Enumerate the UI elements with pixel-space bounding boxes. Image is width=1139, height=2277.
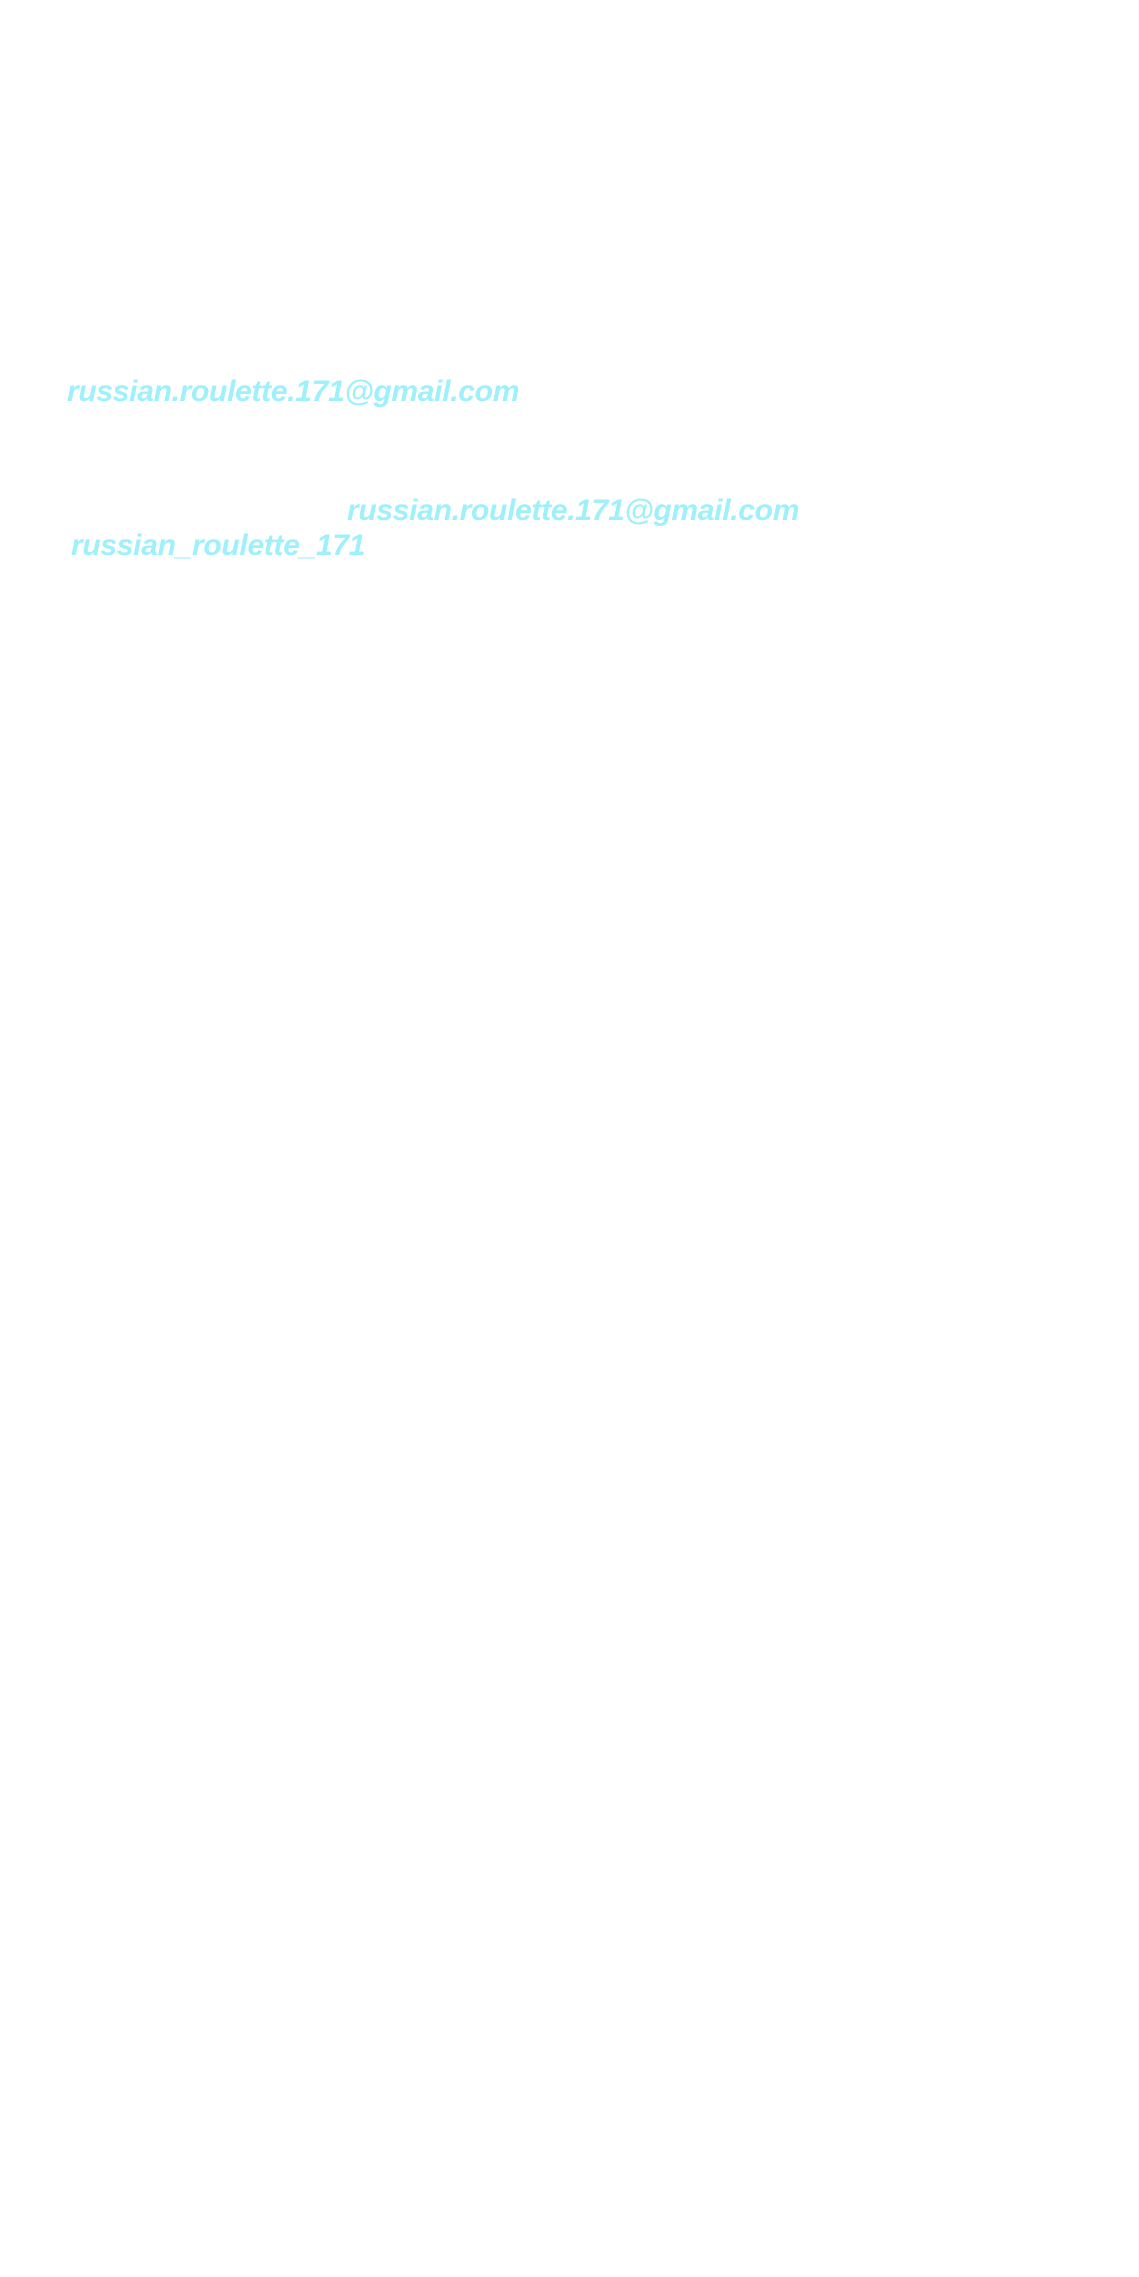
username-text: russian_roulette_171 <box>71 529 366 562</box>
email-text-secondary: russian.roulette.171@gmail.com <box>347 494 800 527</box>
email-text: russian.roulette.171@gmail.com <box>67 375 520 408</box>
